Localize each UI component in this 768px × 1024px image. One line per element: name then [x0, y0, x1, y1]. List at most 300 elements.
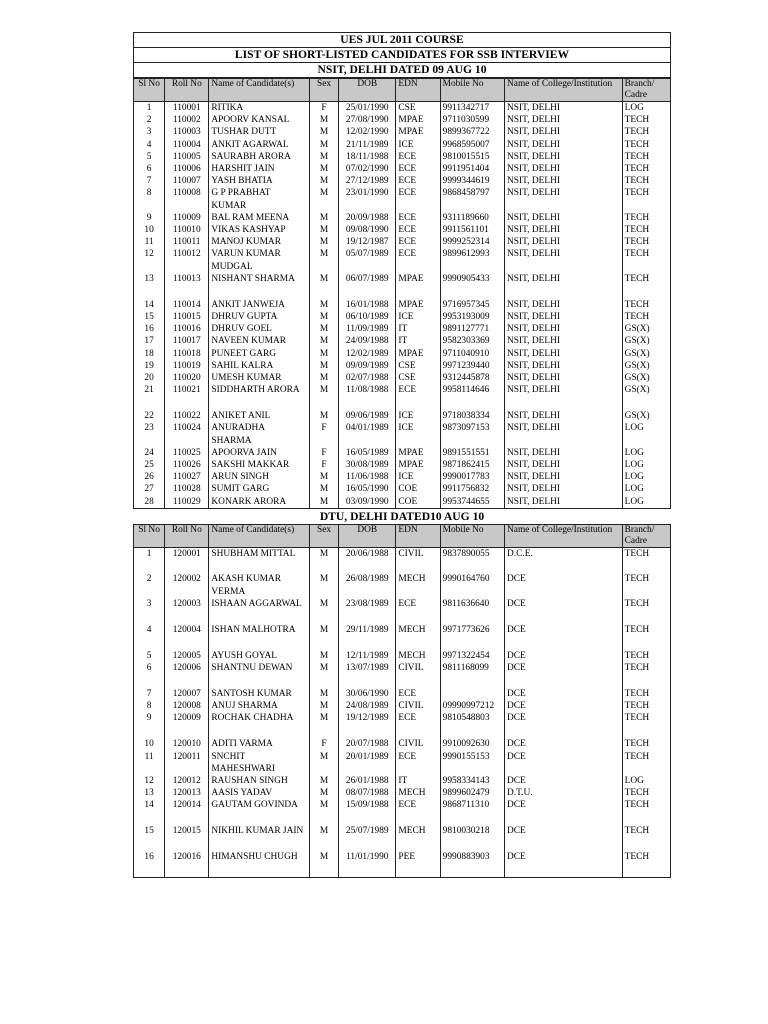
college-cell: NSIT, DELHI: [505, 187, 623, 211]
table-row: [134, 547, 671, 573]
college-cell: NSIT, DELHI: [505, 348, 623, 360]
edn-cell: MPAE: [396, 447, 440, 459]
dob-cell: 18/11/1988: [339, 151, 396, 163]
edn-cell: ECE: [396, 187, 440, 211]
branch-cell: LOG: [622, 471, 670, 483]
branch-cell: LOG: [622, 496, 670, 509]
college-cell: NSIT, DELHI: [505, 175, 623, 187]
college-cell: DCE: [505, 662, 623, 688]
mobile-cell: 9891127771: [440, 323, 504, 335]
branch-cell: GS(X): [622, 323, 670, 335]
branch-cell: GS(X): [622, 372, 670, 384]
col-sex: Sex: [309, 524, 338, 547]
dob-cell: 06/10/1989: [339, 311, 396, 323]
roll-no-cell: 120006: [165, 662, 209, 688]
branch-cell: LOG: [622, 447, 670, 459]
sex-cell: M: [309, 547, 338, 573]
sl-no-cell: 28: [134, 496, 165, 509]
sex-cell: M: [309, 573, 338, 597]
sex-cell: M: [309, 151, 338, 163]
sex-cell: M: [309, 688, 338, 700]
table-row: [134, 851, 671, 877]
mobile-cell: 9871862415: [440, 459, 504, 471]
sl-no-cell: 11: [134, 236, 165, 248]
course-title: UES JUL 2011 COURSE: [134, 33, 671, 48]
roll-no-cell: 110024: [165, 422, 209, 446]
college-cell: NSIT, DELHI: [505, 311, 623, 323]
col-sex: Sex: [309, 79, 338, 102]
dob-cell: 23/01/1990: [339, 187, 396, 211]
dob-cell: 07/02/1990: [339, 163, 396, 175]
dob-cell: 23/08/1989: [339, 598, 396, 624]
name-cell: ANURADHA SHARMA: [209, 422, 310, 446]
dob-cell: 20/01/1989: [339, 751, 396, 775]
name-cell: SHUBHAM MITTAL: [209, 547, 310, 573]
mobile-cell: 9953193009: [440, 311, 504, 323]
college-cell: DCE: [505, 700, 623, 712]
branch-cell: TECH: [622, 851, 670, 877]
name-cell: RAUSHAN SINGH: [209, 775, 310, 787]
name-cell: MANOJ KUMAR: [209, 236, 310, 248]
sex-cell: F: [309, 102, 338, 115]
table-row: [134, 335, 671, 347]
roll-no-cell: 110021: [165, 384, 209, 410]
college-cell: NSIT, DELHI: [505, 248, 623, 272]
branch-cell: TECH: [622, 187, 670, 211]
sl-no-cell: 11: [134, 751, 165, 775]
sl-no-cell: 17: [134, 335, 165, 347]
college-cell: NSIT, DELHI: [505, 422, 623, 446]
college-cell: NSIT, DELHI: [505, 102, 623, 115]
edn-cell: MPAE: [396, 299, 440, 311]
mobile-cell: 9968595007: [440, 139, 504, 151]
sl-no-cell: 25: [134, 459, 165, 471]
table-row: [134, 236, 671, 248]
edn-cell: ECE: [396, 799, 440, 825]
college-cell: DCE: [505, 598, 623, 624]
col-edn: EDN: [396, 524, 440, 547]
branch-cell: TECH: [622, 598, 670, 624]
mobile-cell: 9899612993: [440, 248, 504, 272]
branch-cell: LOG: [622, 422, 670, 446]
branch-cell: TECH: [622, 573, 670, 597]
mobile-cell: 9891551551: [440, 447, 504, 459]
edn-cell: CIVIL: [396, 662, 440, 688]
sex-cell: M: [309, 360, 338, 372]
dob-cell: 13/07/1989: [339, 662, 396, 688]
roll-no-cell: 110029: [165, 496, 209, 509]
col-college: Name of College/Institution: [505, 79, 623, 102]
edn-cell: ECE: [396, 751, 440, 775]
dob-cell: 05/07/1989: [339, 248, 396, 272]
edn-cell: IT: [396, 335, 440, 347]
sl-no-cell: 9: [134, 712, 165, 738]
roll-no-cell: 110003: [165, 126, 209, 138]
table-row: [134, 650, 671, 662]
dob-cell: 24/08/1989: [339, 700, 396, 712]
sl-no-cell: 26: [134, 471, 165, 483]
name-cell: SHANTNU DEWAN: [209, 662, 310, 688]
name-cell: RITIKA: [209, 102, 310, 115]
column-header-row: [134, 79, 671, 102]
sl-no-cell: 3: [134, 598, 165, 624]
branch-cell: TECH: [622, 547, 670, 573]
sex-cell: M: [309, 650, 338, 662]
branch-cell: TECH: [622, 163, 670, 175]
dob-cell: 12/02/1990: [339, 126, 396, 138]
name-cell: HIMANSHU CHUGH: [209, 851, 310, 877]
sex-cell: M: [309, 187, 338, 211]
roll-no-cell: 110019: [165, 360, 209, 372]
name-cell: SNCHIT MAHESHWARI: [209, 751, 310, 775]
sex-cell: M: [309, 311, 338, 323]
roll-no-cell: 110026: [165, 459, 209, 471]
table-row: [134, 139, 671, 151]
sl-no-cell: 9: [134, 212, 165, 224]
edn-cell: CSE: [396, 360, 440, 372]
college-cell: DCE: [505, 688, 623, 700]
edn-cell: ECE: [396, 163, 440, 175]
name-cell: NAVEEN KUMAR: [209, 335, 310, 347]
dob-cell: 11/08/1988: [339, 384, 396, 410]
name-cell: VARUN KUMAR MUDGAL: [209, 248, 310, 272]
roll-no-cell: 110022: [165, 410, 209, 422]
dob-cell: 21/11/1989: [339, 139, 396, 151]
table-row: [134, 751, 671, 775]
dob-cell: 09/06/1989: [339, 410, 396, 422]
college-cell: DCE: [505, 712, 623, 738]
table-row: [134, 700, 671, 712]
col-branch: Branch/ Cadre: [622, 79, 670, 102]
roll-no-cell: 110004: [165, 139, 209, 151]
college-cell: NSIT, DELHI: [505, 139, 623, 151]
sex-cell: M: [309, 624, 338, 650]
roll-no-cell: 120009: [165, 712, 209, 738]
sl-no-cell: 12: [134, 775, 165, 787]
sex-cell: M: [309, 212, 338, 224]
sl-no-cell: 1: [134, 102, 165, 115]
table-row: [134, 126, 671, 138]
college-cell: NSIT, DELHI: [505, 483, 623, 495]
edn-cell: MPAE: [396, 126, 440, 138]
dob-cell: 27/08/1990: [339, 114, 396, 126]
dob-cell: 25/01/1990: [339, 102, 396, 115]
sex-cell: M: [309, 712, 338, 738]
roll-no-cell: 110008: [165, 187, 209, 211]
sl-no-cell: 15: [134, 311, 165, 323]
dob-cell: 20/07/1988: [339, 738, 396, 750]
college-cell: NSIT, DELHI: [505, 114, 623, 126]
sl-no-cell: 16: [134, 851, 165, 877]
sl-no-cell: 4: [134, 139, 165, 151]
college-cell: NSIT, DELHI: [505, 126, 623, 138]
roll-no-cell: 110010: [165, 224, 209, 236]
dob-cell: 09/09/1989: [339, 360, 396, 372]
mobile-cell: 9810548803: [440, 712, 504, 738]
edn-cell: CIVIL: [396, 738, 440, 750]
mobile-cell: 9312445878: [440, 372, 504, 384]
roll-no-cell: 110013: [165, 273, 209, 299]
college-cell: DCE: [505, 775, 623, 787]
col-mobile: Mobile No: [440, 79, 504, 102]
branch-cell: TECH: [622, 273, 670, 299]
sex-cell: M: [309, 323, 338, 335]
mobile-cell: 9911561101: [440, 224, 504, 236]
mobile-cell: 9990164760: [440, 573, 504, 597]
roll-no-cell: 120005: [165, 650, 209, 662]
sl-no-cell: 23: [134, 422, 165, 446]
sex-cell: M: [309, 114, 338, 126]
name-cell: DHRUV GOEL: [209, 323, 310, 335]
roll-no-cell: 110002: [165, 114, 209, 126]
table-row: [134, 163, 671, 175]
sex-cell: M: [309, 273, 338, 299]
dtu-candidates-table: [133, 524, 671, 878]
sl-no-cell: 22: [134, 410, 165, 422]
section-title-dtu: DTU, DELHI DATED10 AUG 10: [319, 509, 485, 523]
dob-cell: 11/09/1989: [339, 323, 396, 335]
mobile-cell: 9899602479: [440, 787, 504, 799]
roll-no-cell: 110028: [165, 483, 209, 495]
mobile-cell: 9873097153: [440, 422, 504, 446]
edn-cell: MPAE: [396, 114, 440, 126]
college-cell: D.C.E.: [505, 547, 623, 573]
edn-cell: MPAE: [396, 348, 440, 360]
mobile-cell: 9810030218: [440, 825, 504, 851]
mobile-cell: 9971322454: [440, 650, 504, 662]
sl-no-cell: 8: [134, 700, 165, 712]
sl-no-cell: 15: [134, 825, 165, 851]
mobile-cell: 9999252314: [440, 236, 504, 248]
sex-cell: M: [309, 335, 338, 347]
table-row: [134, 447, 671, 459]
table-row: [134, 688, 671, 700]
branch-cell: TECH: [622, 236, 670, 248]
dob-cell: 12/11/1989: [339, 650, 396, 662]
edn-cell: MPAE: [396, 273, 440, 299]
college-cell: NSIT, DELHI: [505, 471, 623, 483]
table-row: [134, 372, 671, 384]
table-row: [134, 224, 671, 236]
mobile-cell: 9990155153: [440, 751, 504, 775]
dob-cell: 20/09/1988: [339, 212, 396, 224]
sex-cell: M: [309, 163, 338, 175]
table-row: [134, 311, 671, 323]
dob-cell: 02/07/1988: [339, 372, 396, 384]
table-row: [134, 712, 671, 738]
name-cell: NIKHIL KUMAR JAIN: [209, 825, 310, 851]
branch-cell: TECH: [622, 175, 670, 187]
mobile-cell: 9811636640: [440, 598, 504, 624]
edn-cell: CSE: [396, 102, 440, 115]
dob-cell: 25/07/1989: [339, 825, 396, 851]
roll-no-cell: 120008: [165, 700, 209, 712]
branch-cell: TECH: [622, 311, 670, 323]
branch-cell: TECH: [622, 624, 670, 650]
roll-no-cell: 120016: [165, 851, 209, 877]
name-cell: ADITI VARMA: [209, 738, 310, 750]
roll-no-cell: 110025: [165, 447, 209, 459]
col-dob: DOB: [339, 79, 396, 102]
sl-no-cell: 10: [134, 738, 165, 750]
roll-no-cell: 110020: [165, 372, 209, 384]
table-row: [134, 459, 671, 471]
mobile-cell: 9711040910: [440, 348, 504, 360]
name-cell: AYUSH GOYAL: [209, 650, 310, 662]
dob-cell: 30/08/1989: [339, 459, 396, 471]
sex-cell: F: [309, 447, 338, 459]
branch-cell: TECH: [622, 224, 670, 236]
sex-cell: M: [309, 787, 338, 799]
roll-no-cell: 110007: [165, 175, 209, 187]
edn-cell: IT: [396, 775, 440, 787]
roll-no-cell: 120007: [165, 688, 209, 700]
edn-cell: MECH: [396, 624, 440, 650]
table-row: [134, 483, 671, 495]
college-cell: NSIT, DELHI: [505, 496, 623, 509]
branch-cell: TECH: [622, 688, 670, 700]
edn-cell: ICE: [396, 410, 440, 422]
college-cell: NSIT, DELHI: [505, 151, 623, 163]
table-row: [134, 825, 671, 851]
sl-no-cell: 20: [134, 372, 165, 384]
college-cell: NSIT, DELHI: [505, 360, 623, 372]
nsit-candidates-table: [133, 78, 671, 509]
roll-no-cell: 110009: [165, 212, 209, 224]
branch-cell: TECH: [622, 712, 670, 738]
edn-cell: ECE: [396, 224, 440, 236]
branch-cell: TECH: [622, 799, 670, 825]
college-cell: NSIT, DELHI: [505, 212, 623, 224]
roll-no-cell: 110018: [165, 348, 209, 360]
name-cell: SUMIT GARG: [209, 483, 310, 495]
sl-no-cell: 12: [134, 248, 165, 272]
name-cell: DHRUV GUPTA: [209, 311, 310, 323]
sex-cell: M: [309, 410, 338, 422]
roll-no-cell: 110011: [165, 236, 209, 248]
college-cell: NSIT, DELHI: [505, 224, 623, 236]
edn-cell: ECE: [396, 236, 440, 248]
roll-no-cell: 120003: [165, 598, 209, 624]
roll-no-cell: 110015: [165, 311, 209, 323]
mobile-cell: 9311189660: [440, 212, 504, 224]
roll-no-cell: 110016: [165, 323, 209, 335]
sl-no-cell: 7: [134, 175, 165, 187]
table-row: [134, 422, 671, 446]
branch-cell: TECH: [622, 787, 670, 799]
table-row: [134, 187, 671, 211]
dob-cell: 29/11/1989: [339, 624, 396, 650]
dob-cell: 24/09/1988: [339, 335, 396, 347]
mobile-cell: 9958114646: [440, 384, 504, 410]
sex-cell: F: [309, 459, 338, 471]
name-cell: AKASH KUMAR VERMA: [209, 573, 310, 597]
name-cell: APOORV KANSAL: [209, 114, 310, 126]
col-dob: DOB: [339, 524, 396, 547]
table-row: [134, 624, 671, 650]
col-sl-no: Sl No: [134, 524, 165, 547]
mobile-cell: 9990017783: [440, 471, 504, 483]
sl-no-cell: 14: [134, 299, 165, 311]
name-cell: PUNEET GARG: [209, 348, 310, 360]
dob-cell: 20/06/1988: [339, 547, 396, 573]
sl-no-cell: 19: [134, 360, 165, 372]
name-cell: ARUN SINGH: [209, 471, 310, 483]
roll-no-cell: 110027: [165, 471, 209, 483]
dob-cell: 16/05/1990: [339, 483, 396, 495]
college-cell: NSIT, DELHI: [505, 384, 623, 410]
edn-cell: MECH: [396, 650, 440, 662]
college-cell: DCE: [505, 738, 623, 750]
dob-cell: 06/07/1989: [339, 273, 396, 299]
mobile-cell: 9958334143: [440, 775, 504, 787]
mobile-cell: 9911756832: [440, 483, 504, 495]
sex-cell: M: [309, 851, 338, 877]
college-cell: NSIT, DELHI: [505, 273, 623, 299]
table-row: [134, 102, 671, 115]
branch-cell: GS(X): [622, 348, 670, 360]
dob-cell: 30/06/1990: [339, 688, 396, 700]
branch-cell: TECH: [622, 662, 670, 688]
sl-no-cell: 24: [134, 447, 165, 459]
branch-cell: GS(X): [622, 360, 670, 372]
mobile-cell: [440, 688, 504, 700]
college-cell: DCE: [505, 751, 623, 775]
sl-no-cell: 27: [134, 483, 165, 495]
table-row: [134, 348, 671, 360]
name-cell: SANTOSH KUMAR: [209, 688, 310, 700]
roll-no-cell: 120010: [165, 738, 209, 750]
dob-cell: 19/12/1987: [339, 236, 396, 248]
roll-no-cell: 120014: [165, 799, 209, 825]
branch-cell: TECH: [622, 825, 670, 851]
dob-cell: 16/05/1989: [339, 447, 396, 459]
branch-cell: TECH: [622, 126, 670, 138]
branch-cell: LOG: [622, 483, 670, 495]
edn-cell: ECE: [396, 175, 440, 187]
sl-no-cell: 14: [134, 799, 165, 825]
college-cell: NSIT, DELHI: [505, 410, 623, 422]
dob-cell: 19/12/1989: [339, 712, 396, 738]
branch-cell: TECH: [622, 700, 670, 712]
mobile-cell: 9999344619: [440, 175, 504, 187]
list-title: LIST OF SHORT-LISTED CANDIDATES FOR SSB INTERVIEW: [134, 48, 671, 63]
table-row: [134, 299, 671, 311]
name-cell: ISHAAN AGGARWAL: [209, 598, 310, 624]
sex-cell: M: [309, 825, 338, 851]
mobile-cell: 9911342717: [440, 102, 504, 115]
sex-cell: F: [309, 738, 338, 750]
document-sheet: [133, 32, 671, 878]
roll-no-cell: 110006: [165, 163, 209, 175]
dob-cell: 27/12/1989: [339, 175, 396, 187]
section-title-nsit: NSIT, DELHI DATED 09 AUG 10: [134, 63, 671, 78]
table-row: [134, 598, 671, 624]
name-cell: BAL RAM MEENA: [209, 212, 310, 224]
roll-no-cell: 120012: [165, 775, 209, 787]
name-cell: ANIKET ANIL: [209, 410, 310, 422]
col-college: Name of College/Institution: [505, 524, 623, 547]
sl-no-cell: 2: [134, 114, 165, 126]
branch-cell: LOG: [622, 459, 670, 471]
branch-cell: TECH: [622, 139, 670, 151]
branch-cell: LOG: [622, 102, 670, 115]
sl-no-cell: 10: [134, 224, 165, 236]
edn-cell: ICE: [396, 471, 440, 483]
college-cell: NSIT, DELHI: [505, 323, 623, 335]
edn-cell: COE: [396, 483, 440, 495]
table-row: [134, 410, 671, 422]
